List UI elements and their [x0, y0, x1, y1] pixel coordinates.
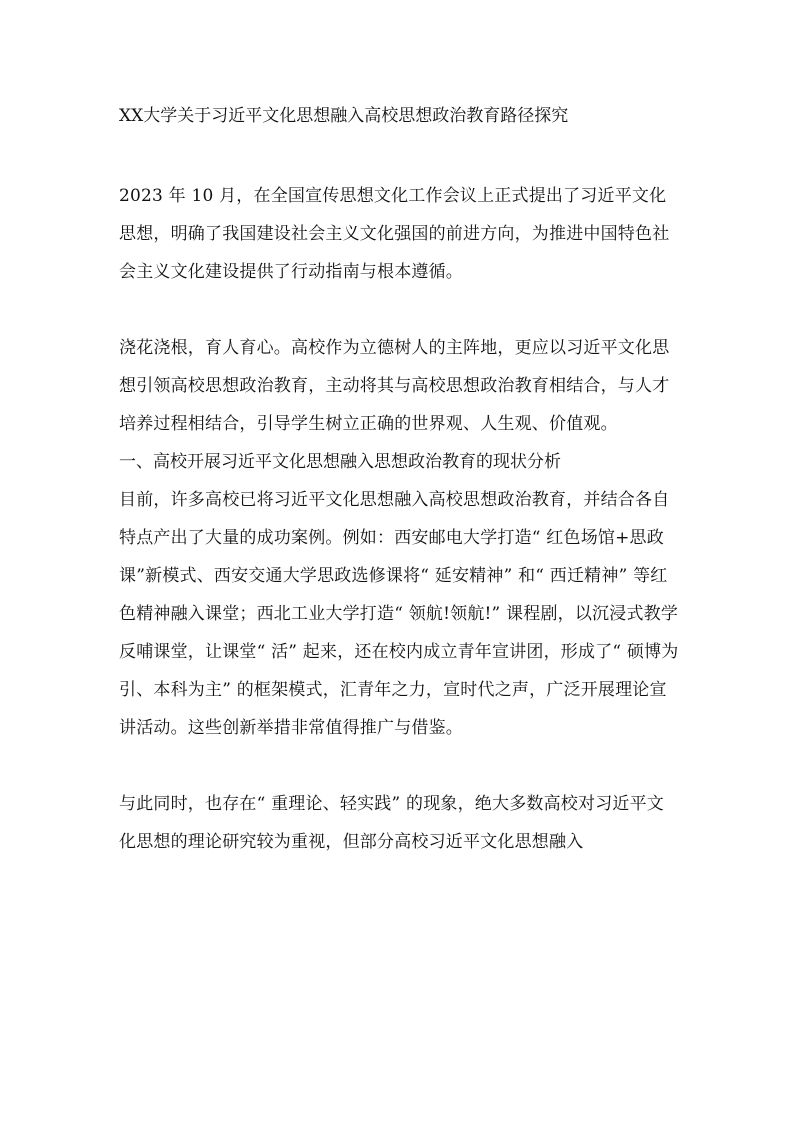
- paragraph-status: 目前，许多高校已将习近平文化思想融入高校思想政治教育，并结合各自特点产出了大量的成功案例。例如：西安邮电大学打造“ 红色场馆+思政课”新模式、西安交通大学思政选修课将“ 延安精神” 和“ 西迁精神” 等红色精神融入课堂；西北工业大学打造“ 领航!领航!” 课程剧，以沉浸式教学反哺课堂，让课堂“ 活” 起来，还在校内成立青年宣讲团，形成了“ 硕博为引、本科为主” 的框架模式，汇青年之力，宣时代之声，广泛开展理论宣讲活动。这些创新举措非常值得推广与借鉴。: [119, 490, 679, 738]
- paragraph-intro: 2023 年 10 月，在全国宣传思想文化工作会议上正式提出了习近平文化思想，明确了我国建设社会主义文化强国的前进方向，为推进中国特色社会主义文化建设提供了行动指南与根本遵循。: [119, 186, 670, 282]
- paragraph-purpose: 浇花浇根，育人育心。高校作为立德树人的主阵地，更应以习近平文化思想引领高校思想政治教育，主动将其与高校思想政治教育相结合，与人才培养过程相结合，引导学生树立正确的世界观、人生观、价值观。: [119, 338, 670, 434]
- paragraph-issues: 与此同时，也存在“ 重理论、轻实践” 的现象，绝大多数高校对习近平文化思想的理论研究较为重视，但部分高校习近平文化思想融入: [119, 794, 664, 852]
- document-title: XX大学关于习近平文化思想融入高校思想政治教育路径探究: [119, 106, 569, 126]
- document-body: [119, 97, 679, 861]
- section-heading-1: 一、高校开展习近平文化思想融入思想政治教育的现状分析: [119, 452, 561, 472]
